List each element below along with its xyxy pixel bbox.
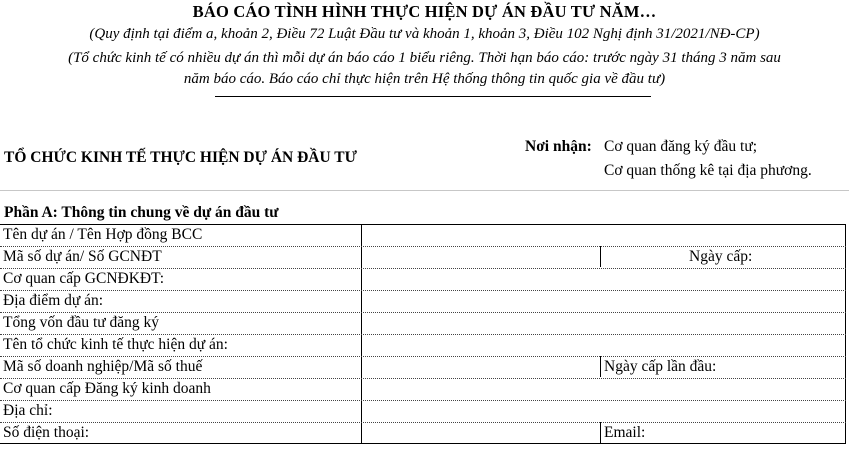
date-cell-divider bbox=[600, 246, 601, 267]
reporting-instructions-line1: (Tổ chức kinh tế có nhiều dự án thì mỗi dự án báo cáo 1 biểu riêng. Thời hạn báo cáo: trước ngày 31 tháng 3 năm sau bbox=[68, 50, 781, 66]
organization-heading: TỔ CHỨC KINH TẾ THỰC HIỆN DỰ ÁN ĐẦU TƯ bbox=[4, 149, 357, 166]
field-label-organization-name: Tên tổ chức kinh tế thực hiện dự án: bbox=[3, 336, 228, 353]
row-separator bbox=[0, 400, 846, 401]
field-label-issue-date: Ngày cấp: bbox=[689, 248, 753, 265]
section-a-title: Phần A: Thông tin chung về dự án đầu tư bbox=[4, 204, 279, 221]
row-separator bbox=[0, 290, 846, 291]
field-label-project-code: Mã số dự án/ Số GCNĐT bbox=[3, 248, 162, 265]
field-label-address: Địa chỉ: bbox=[3, 402, 53, 419]
receiver-investment-agency: Cơ quan đăng ký đầu tư; bbox=[604, 138, 758, 155]
section-divider bbox=[0, 190, 849, 191]
receiver-label: Nơi nhận: bbox=[525, 138, 592, 155]
field-label-enterprise-code: Mã số doanh nghiệp/Mã số thuế bbox=[3, 358, 203, 375]
first-issue-date-divider bbox=[600, 356, 601, 377]
field-label-project-location: Địa điểm dự án: bbox=[3, 292, 104, 309]
field-label-email: Email: bbox=[604, 424, 646, 441]
field-label-total-capital: Tổng vốn đầu tư đăng ký bbox=[3, 314, 160, 331]
field-label-project-name: Tên dự án / Tên Hợp đồng BCC bbox=[3, 226, 203, 243]
email-cell-divider bbox=[600, 422, 601, 443]
row-separator bbox=[0, 422, 846, 423]
field-label-phone: Số điện thoại: bbox=[3, 424, 90, 441]
receiver-statistics-agency: Cơ quan thống kê tại địa phương. bbox=[604, 162, 812, 179]
title-underline bbox=[215, 96, 651, 97]
field-label-first-issue-date: Ngày cấp lần đầu: bbox=[604, 358, 717, 375]
field-label-registration-agency: Cơ quan cấp Đăng ký kinh doanh bbox=[3, 380, 211, 397]
legal-basis-note: (Quy định tại điểm a, khoản 2, Điều 72 Luật Đầu tư và khoản 1, khoản 3, Điều 102 Nghị định 31/2021/NĐ-CP) bbox=[89, 26, 760, 42]
reporting-instructions-line2: năm báo cáo. Báo cáo chỉ thực hiện trên Hệ thống thông tin quốc gia về đầu tư) bbox=[183, 71, 666, 87]
report-title: BÁO CÁO TÌNH HÌNH THỰC HIỆN DỰ ÁN ĐẦU TƯ NĂM… bbox=[192, 2, 657, 21]
field-label-issuing-agency: Cơ quan cấp GCNĐKĐT: bbox=[3, 270, 165, 287]
